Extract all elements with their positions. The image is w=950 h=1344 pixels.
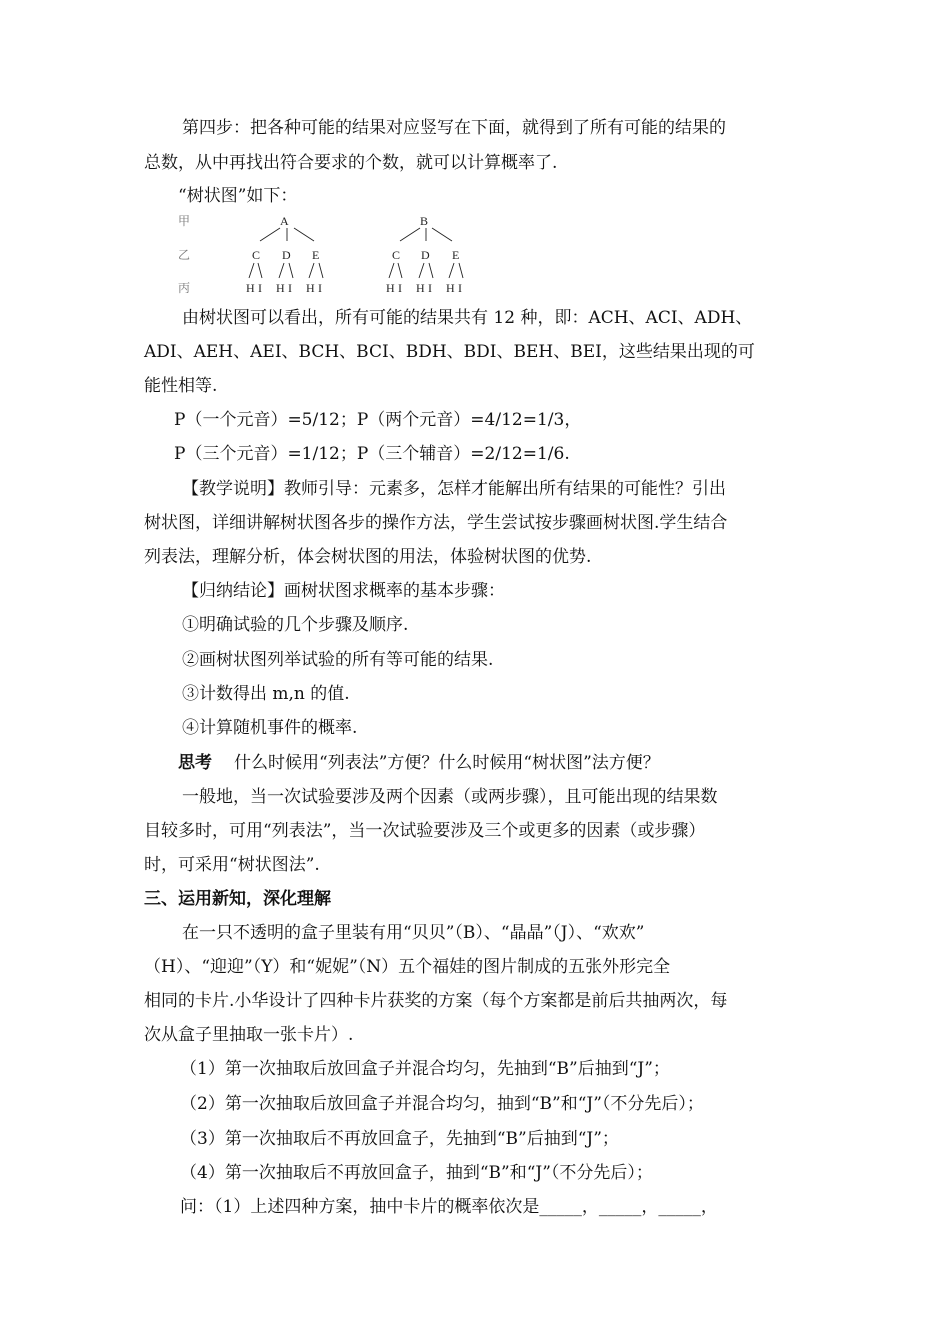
- tree-node: D: [421, 248, 430, 262]
- text-line: 【教学说明】教师引导：元素多，怎样才能解出所有结果的可能性？引出: [182, 479, 726, 499]
- text-line: ①明确试验的几个步骤及顺序.: [182, 615, 409, 635]
- text-line: “树状图”如下：: [178, 186, 298, 206]
- tree-root-node: A: [280, 214, 289, 228]
- text-line: （H）、“迎迎”（Y）和“妮妮”（N）五个福娃的图片制成的五张外形完全: [144, 957, 671, 977]
- tree-leaf: H: [416, 281, 425, 295]
- tree-leaf: H: [446, 281, 455, 295]
- text-line: 一般地，当一次试验要涉及两个因素（或两步骤），且可能出现的结果数: [182, 787, 718, 807]
- text-line: 列表法，理解分析，体会树状图的用法，体验树状图的优势.: [144, 547, 592, 567]
- think-label: 思考: [178, 753, 212, 773]
- text-line: 能性相等.: [144, 376, 218, 396]
- text-line: 问：（1）上述四种方案，抽中卡片的概率依次是_____，_____，_____，: [180, 1197, 718, 1217]
- text-line: ②画树状图列举试验的所有等可能的结果.: [182, 650, 494, 670]
- tree-row-label: 甲: [178, 214, 191, 228]
- tree-leaf: H: [386, 281, 395, 295]
- text-line: 树状图，详细讲解树状图各步的操作方法，学生尝试按步骤画树状图.学生结合: [144, 513, 728, 533]
- text-line: 第四步：把各种可能的结果对应竖写在下面，就得到了所有可能的结果的: [182, 118, 726, 138]
- tree-root-node: B: [420, 214, 429, 228]
- tree-node: C: [252, 248, 261, 262]
- tree-node: E: [452, 248, 460, 262]
- tree-leaf: I: [428, 281, 432, 295]
- tree-leaf: H: [246, 281, 255, 295]
- text-line: （2）第一次抽取后放回盒子并混合均匀，抽到“B”和“J”（不分先后）；: [180, 1094, 704, 1114]
- text-line: 时，可采用“树状图法”.: [144, 855, 320, 875]
- tree-leaf: I: [258, 281, 262, 295]
- tree-leaf: I: [288, 281, 292, 295]
- section-heading: 三、运用新知，深化理解: [144, 889, 331, 909]
- text-line: 在一只不透明的盒子里装有用“贝贝”（B）、“晶晶”（J）、“欢欢”: [182, 923, 645, 943]
- text-line: ③计数得出 m,n 的值.: [182, 684, 350, 704]
- text-line: P（一个元音）=5/12；P（两个元音）=4/12=1/3，: [174, 410, 582, 430]
- text-line: 总数，从中再找出符合要求的个数，就可以计算概率了.: [144, 153, 558, 173]
- tree-row-label: 乙: [178, 248, 191, 262]
- tree-leaf: I: [458, 281, 462, 295]
- tree-leaf: I: [318, 281, 322, 295]
- text-line: （4）第一次抽取后不再放回盒子，抽到“B”和“J”（不分先后）；: [180, 1163, 653, 1183]
- tree-leaf: H: [306, 281, 315, 295]
- tree-leaf: H: [276, 281, 285, 295]
- text-line: （3）第一次抽取后不再放回盒子，先抽到“B”后抽到“J”；: [180, 1129, 619, 1149]
- text-line: 相同的卡片.小华设计了四种卡片获奖的方案（每个方案都是前后共抽两次，每: [144, 991, 728, 1011]
- text-line: ④计算随机事件的概率.: [182, 718, 358, 738]
- tree-node: E: [312, 248, 320, 262]
- tree-node: D: [282, 248, 291, 262]
- text-line: 由树状图可以看出，所有可能的结果共有 12 种，即：ACH、ACI、ADH、: [182, 308, 753, 328]
- tree-node: C: [392, 248, 401, 262]
- tree-leaf: I: [398, 281, 402, 295]
- text-line: ADI、AEH、AEI、BCH、BCI、BDH、BDI、BEH、BEI，这些结果出现的可: [144, 342, 755, 362]
- tree-diagram: [176, 210, 496, 302]
- text-line: P（三个元音）=1/12；P（三个辅音）=2/12=1/6.: [174, 444, 570, 464]
- text-line: 【归纳结论】画树状图求概率的基本步骤：: [182, 581, 505, 601]
- text-line: 目较多时，可用“列表法”，当一次试验要涉及三个或更多的因素（或步骤）: [144, 821, 706, 841]
- tree-row-label: 丙: [178, 281, 191, 295]
- text-line: （1）第一次抽取后放回盒子并混合均匀，先抽到“B”后抽到“J”；: [180, 1059, 670, 1079]
- text-line: 什么时候用“列表法”方便？什么时候用“树状图”法方便？: [234, 753, 660, 773]
- text-line: 次从盒子里抽取一张卡片）.: [144, 1025, 354, 1045]
